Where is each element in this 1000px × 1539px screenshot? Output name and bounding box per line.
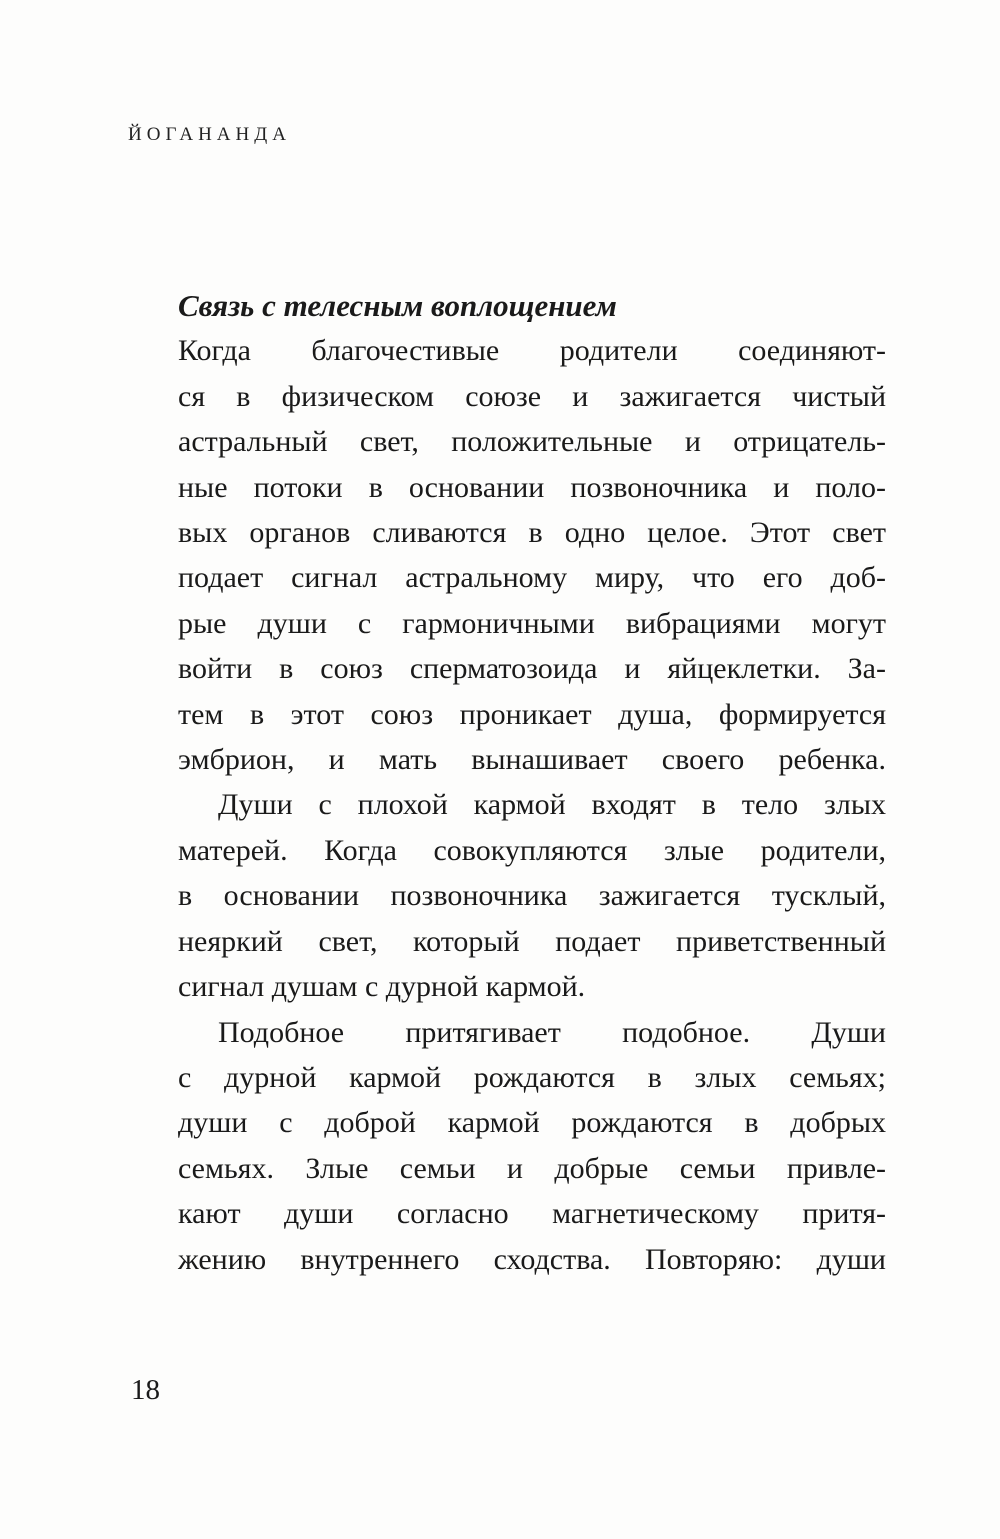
text-line: кают души согласно магнетическому притя-	[178, 1197, 886, 1231]
text-line: семьях. Злые семьи и добрые семьи привле-	[178, 1151, 886, 1185]
text-line: жению внутреннего сходства. Повторяю: души	[178, 1242, 886, 1276]
text-line: рые души с гармоничными вибрациями могут	[178, 606, 886, 640]
text-line: с дурной кармой рождаются в злых семьях;	[178, 1060, 886, 1094]
text-line: ся в физическом союзе и зажигается чистый	[178, 379, 886, 413]
text-line: эмбрион, и мать вынашивает своего ребенка.	[178, 743, 886, 777]
text-line: войти в союз сперматозоида и яйцеклетки. За-	[178, 652, 886, 686]
text-line: Когда благочестивые родители соединяют-	[178, 334, 886, 368]
page-content	[178, 283, 886, 1282]
paragraph	[178, 1010, 886, 1282]
text-line: астральный свет, положительные и отрицатель-	[178, 425, 886, 459]
text-line: Подобное притягивает подобное. Души	[218, 1015, 886, 1049]
text-line: вых органов сливаются в одно целое. Этот свет	[178, 516, 886, 550]
text-line: матерей. Когда совокупляются злые родители,	[178, 833, 886, 867]
paragraph	[178, 782, 886, 1009]
running-head: ЙОГАНАНДА	[128, 124, 291, 145]
section-heading: Связь с телесным воплощением	[178, 288, 617, 323]
text-line: души с доброй кармой рождаются в добрых	[178, 1106, 886, 1140]
text-line: подает сигнал астральному миру, что его доб-	[178, 561, 886, 595]
text-line: Души с плохой кармой входят в тело злых	[218, 788, 886, 822]
text-line: сигнал душам с дурной кармой.	[178, 970, 586, 1004]
text-line: ные потоки в основании позвоночника и поло-	[178, 470, 886, 504]
body-text	[178, 328, 886, 1282]
text-line: в основании позвоночника зажигается тусклый,	[178, 879, 886, 913]
text-line: тем в этот союз проникает душа, формируется	[178, 697, 886, 731]
text-line: неяркий свет, который подает приветственный	[178, 924, 886, 958]
page-number: 18	[131, 1374, 160, 1406]
paragraph	[178, 328, 886, 782]
